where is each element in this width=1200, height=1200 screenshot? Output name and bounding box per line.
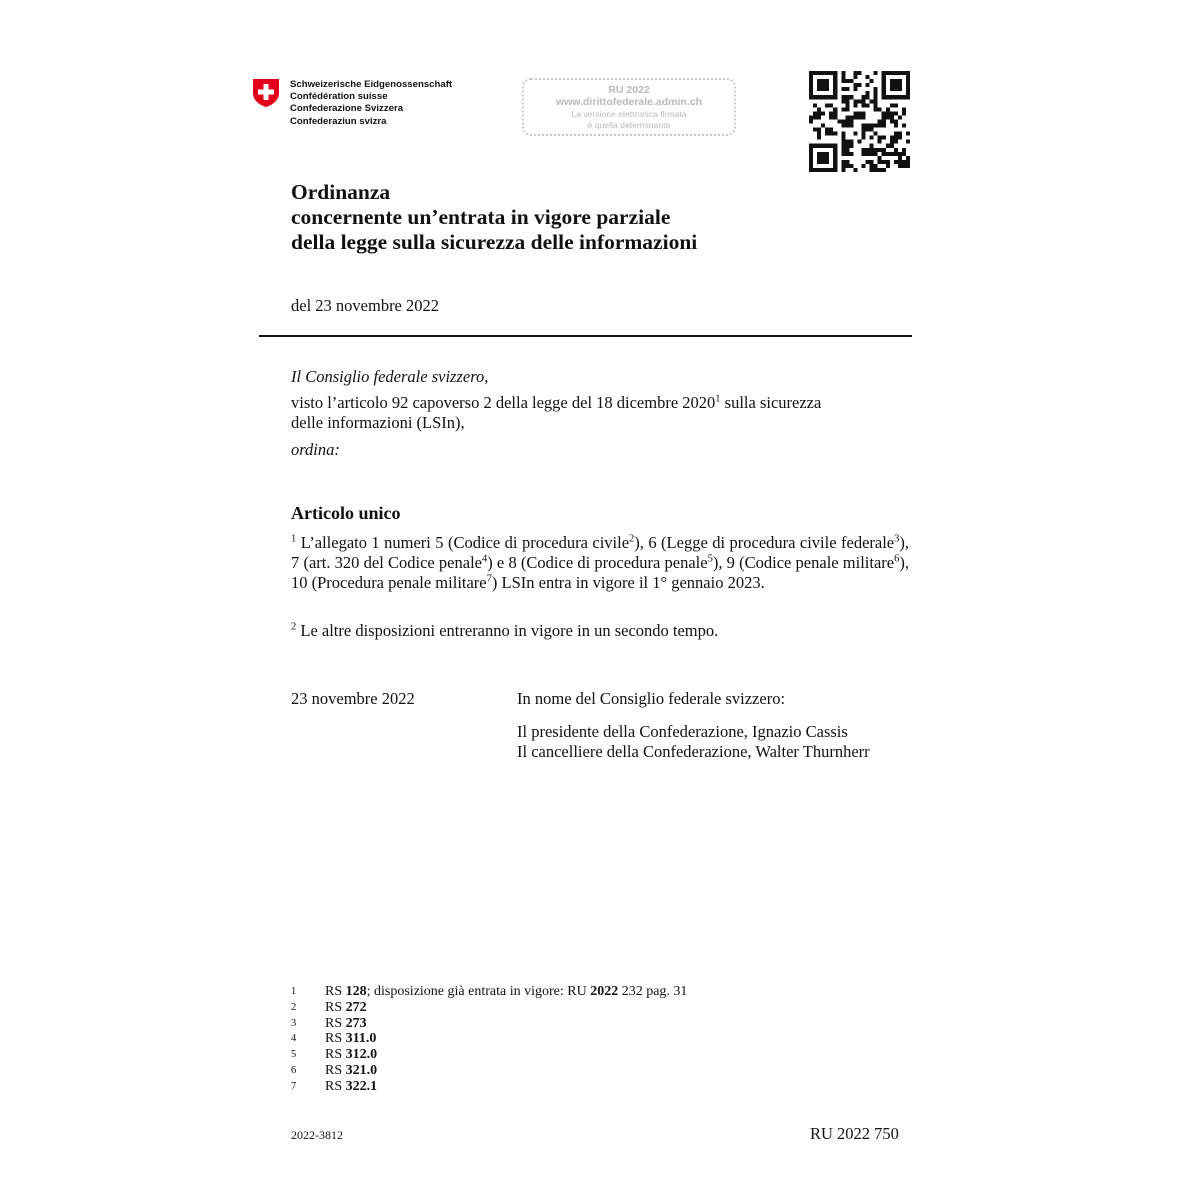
preamble-authority: Il Consiglio federale svizzero,: [291, 367, 489, 386]
footnote-text: 232 pag. 31: [618, 984, 688, 999]
preamble-basis: [291, 393, 911, 433]
footnote-prefix: RS: [325, 999, 346, 1015]
footnote-rs-number: 321.0: [345, 1062, 378, 1078]
stamp-note-1: La versione elettronica firmata: [571, 109, 687, 119]
footnote-ref[interactable]: 2: [629, 533, 635, 545]
page-reference: RU 2022 750: [810, 1124, 899, 1143]
footnote-prefix: RS: [325, 984, 346, 999]
agency-line-rm: Confederaziun svizra: [290, 115, 387, 127]
footnote-ref[interactable]: 1: [291, 533, 297, 545]
footnote-item: [291, 1000, 687, 1016]
footnote-rs-number: 312.0: [345, 1047, 378, 1063]
footnote-item: [291, 1016, 687, 1032]
stamp-url[interactable]: www.dirittofederale.admin.ch: [555, 96, 703, 108]
paragraph-text: ), 9 (Codice penale militare: [712, 553, 895, 572]
footnote-number: 3: [291, 1017, 297, 1029]
paragraph-text: ) LSIn entra in vigore il 1° gennaio 2023.: [491, 573, 765, 592]
agency-line-de: Schweizerische Eidgenossenschaft: [290, 79, 453, 90]
preamble-basis-line-2: delle informazioni (LSIn),: [291, 413, 465, 432]
title-line-1: Ordinanza: [291, 180, 391, 204]
signatory-president: Il presidente della Confederazione, Ignazio Cassis: [517, 722, 848, 741]
footnote-number: 1: [291, 986, 297, 997]
footnote-item: [291, 1047, 687, 1063]
stamp-note-2: è quella determinante: [587, 120, 671, 130]
article-paragraph-1: [291, 533, 909, 593]
footnote-number: 6: [291, 1064, 297, 1076]
footnote-number: 5: [291, 1049, 297, 1061]
footnote-ref[interactable]: 5: [707, 553, 713, 565]
footnote-item: [291, 1031, 687, 1047]
qr-code-icon: [809, 71, 910, 172]
document-title: [291, 180, 697, 255]
signatories: [517, 722, 870, 762]
footnote-item: [291, 1079, 687, 1095]
paragraph-text: L’allegato 1 numeri 5 (Codice di procedura civile: [296, 533, 630, 552]
footnote-text: ; disposizione già entrata in vigore: RU: [366, 984, 591, 999]
article-paragraph-2: $^2$ Le altre disposizioni entreranno in vigore in un secondo tempo.: [291, 621, 719, 640]
article-heading: Articolo unico: [291, 503, 401, 523]
signature-intro: In nome del Consiglio federale svizzero:: [517, 689, 786, 708]
footnote-rs-number: 128: [345, 984, 367, 999]
footnote-item: [291, 984, 687, 1000]
footnote-rs-number: 311.0: [345, 1031, 377, 1047]
footnote-prefix: RS: [325, 1031, 346, 1047]
agency-names: [290, 79, 452, 128]
publication-stamp: [522, 78, 736, 136]
document-date: del 23 novembre 2022: [291, 296, 440, 315]
title-line-3: della legge sulla sicurezza delle informazioni: [291, 230, 698, 254]
paragraph-text: ), 6 (Legge di procedura civile federale: [634, 533, 895, 552]
paragraph-text: ) e 8 (Codice di procedura penale: [487, 553, 708, 572]
footnote-number: 2: [291, 1001, 297, 1013]
footnote-rs-number: 273: [345, 1015, 367, 1031]
footnote-ref[interactable]: 7: [486, 573, 492, 585]
stamp-ru: RU 2022: [608, 84, 650, 96]
footnote-ref[interactable]: 1: [715, 393, 721, 405]
footnote-prefix: RS: [325, 1047, 346, 1063]
footnote-ref[interactable]: 4: [481, 553, 488, 565]
signature-date: 23 novembre 2022: [291, 689, 415, 708]
footnote-number: 4: [291, 1033, 297, 1045]
preamble-ordina: ordina:: [291, 440, 340, 459]
footnote-rs-number: 322.1: [345, 1078, 378, 1094]
title-divider: [259, 335, 912, 337]
footnote-rs-number: 272: [345, 999, 367, 1015]
footnote-ref[interactable]: 3: [894, 533, 900, 545]
signatory-chancellor: Il cancelliere della Confederazione, Walter Thurnherr: [517, 742, 870, 761]
title-line-2: concernente un’entrata in vigore parziale: [291, 205, 671, 229]
paragraph-text: ), 7 (art. 320 del Codice penale: [291, 533, 909, 572]
footnotes: [291, 984, 687, 1095]
preamble-basis-line-1: visto l’articolo 92 capoverso 2 della legge del 18 dicembre 2020$^1$ sulla sicurezza: [291, 393, 822, 412]
agency-line-it: Confederazione Svizzera: [290, 103, 404, 115]
footnote-item: [291, 1063, 687, 1079]
footnote-prefix: RS: [325, 1015, 346, 1031]
agency-line-fr: Confédération suisse: [290, 91, 388, 103]
swiss-coat-of-arms-icon: [252, 78, 280, 108]
paragraph-text: ), 10 (Procedura penale militare: [291, 553, 909, 592]
footnote-ru-year: 2022: [590, 984, 619, 999]
footnote-prefix: RS: [325, 1062, 346, 1078]
footnote-ref[interactable]: 6: [894, 553, 900, 565]
footnote-number: 7: [291, 1080, 297, 1092]
document-number: 2022-3812: [291, 1128, 343, 1142]
footnote-prefix: RS: [325, 1078, 346, 1094]
